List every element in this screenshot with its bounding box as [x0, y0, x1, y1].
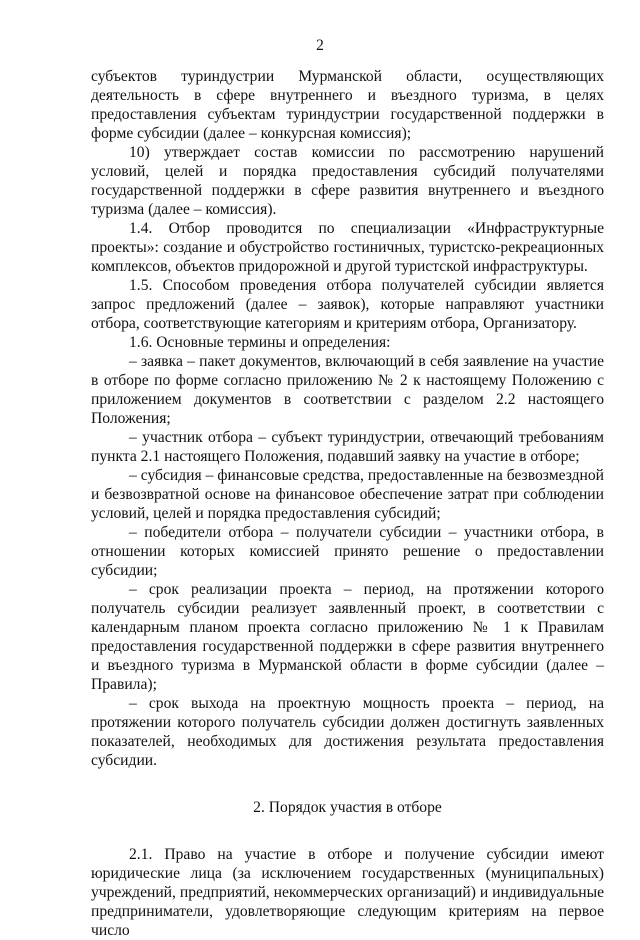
paragraph-continuation: субъектов туриндустрии Мурманской области, осуществляющих деятельность в сфере внутреннего и въездного туризма, в целях предоставления субъектам туриндустрии государственной поддержки в форме субсидии (далее – конкурсная комиссия); — [91, 68, 604, 142]
definition-winners: – победители отбора – получатели субсидии – участники отбора, в отношении которых комиссией принято решение о предоставлении субсидии; — [91, 524, 604, 579]
paragraph-item-10: 10) утверждает состав комиссии по рассмотрению нарушений условий, целей и порядка предоставления субсидий получателями государственной поддержки в сфере развития внутреннего и въездного туризма (далее – комиссия). — [91, 144, 604, 218]
definition-subsidy: – субсидия – финансовые средства, предоставленные на безвозмездной и безвозвратной основе на финансовое обеспечение затрат при соблюдении условий, целей и порядка предоставления субсидий; — [91, 467, 604, 522]
definition-capacity-term: – срок выхода на проектную мощность проекта – период, на протяжении которого получатель субсидии должен достигнуть заявленных показателей, необходимых для достижения результата предоставления субсидии. — [91, 695, 604, 769]
document-body — [91, 67, 604, 940]
section-heading: 2. Порядок участия в отборе — [253, 799, 442, 816]
page-number: 2 — [316, 37, 324, 54]
definition-project-term: – срок реализации проекта – период, на протяжении которого получатель субсидии реализует заявленный проект, в соответствии с календарным планом проекта согласно приложению № 1 к Правилам предоставления государственной поддержки в сфере развития внутреннего и въездного туризма в Мурманской области в форме субсидии (далее – Правила); — [91, 581, 604, 693]
paragraph-1-6: 1.6. Основные термины и определения: — [129, 334, 391, 351]
definition-application: – заявка – пакет документов, включающий в себя заявление на участие в отборе по форме согласно приложению № 2 к настоящему Положению с приложением документов в соответствии с разделом 2.2 настоящего Положения; — [91, 353, 604, 427]
definition-participant: – участник отбора – субъект туриндустрии, отвечающий требованиям пункта 2.1 настоящего Положения, подавший заявку на участие в отборе; — [91, 429, 604, 465]
paragraph-2-1: 2.1. Право на участие в отборе и получение субсидии имеют юридические лица (за исключением государственных (муниципальных) учреждений, предприятий, некоммерческих организаций) и индивидуальные предприниматели, удовлетворяющие следующим критериям на первое число — [91, 846, 604, 939]
paragraph-1-4: 1.4. Отбор проводится по специализации «Инфраструктурные проекты»: создание и обустройство гостиничных, туристско-рекреационных комплексов, объектов придорожной и другой туристской инфраструктуры. — [91, 220, 604, 275]
paragraph-1-5: 1.5. Способом проведения отбора получателей субсидии является запрос предложений (далее – заявок), которые направляют участники отбора, соответствующие категориям и критериям отбора, Организатору. — [91, 277, 604, 332]
